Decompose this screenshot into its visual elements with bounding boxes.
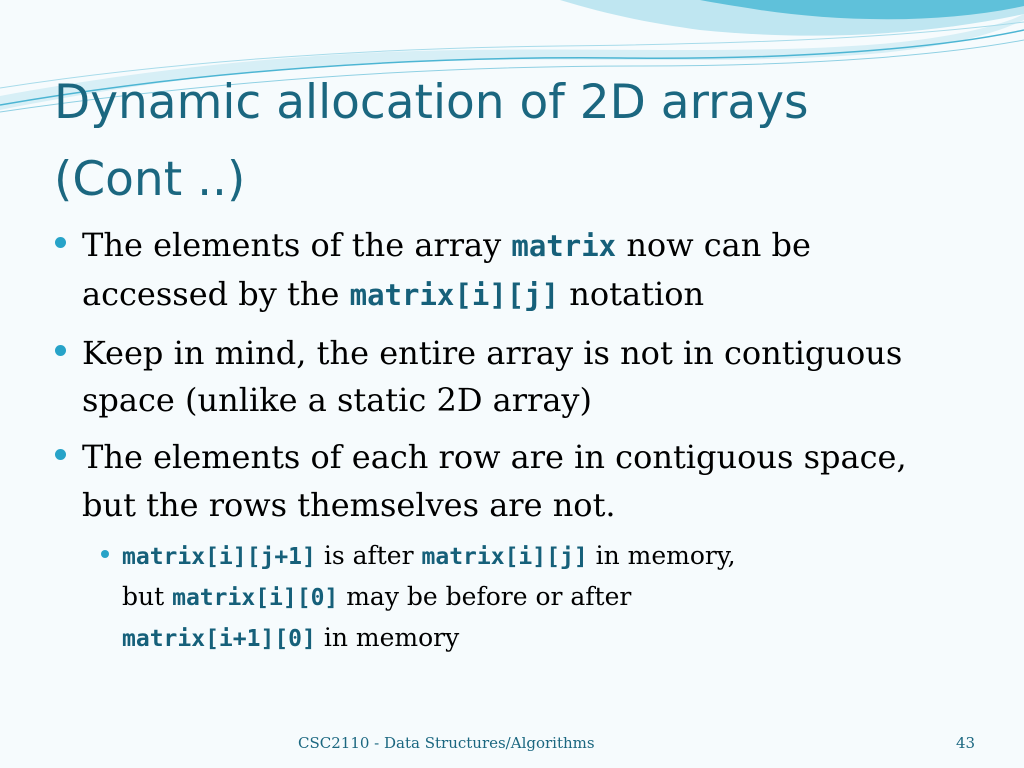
bullet-dot-icon xyxy=(55,237,66,248)
bullet-line xyxy=(82,270,704,320)
bullet-text: may be before or after xyxy=(338,582,632,611)
bullet-text: Keep in mind, the entire array is not in contiguous xyxy=(82,334,903,372)
slide-title xyxy=(54,64,984,218)
bullet-dot-icon xyxy=(55,449,66,460)
bullet-text: The elements of each row are in contiguous space, xyxy=(82,438,907,476)
sub-bullet-line xyxy=(122,535,736,578)
sub-bullet-line xyxy=(122,617,459,660)
bullet-text: notation xyxy=(559,275,705,313)
code-text: matrix[i][0] xyxy=(172,585,339,611)
slide-title-line-1: Dynamic allocation of 2D arrays xyxy=(54,75,809,130)
bullet-line xyxy=(82,433,907,482)
bullet-text: is after xyxy=(315,541,422,570)
code-text: matrix[i][j] xyxy=(421,544,588,570)
code-text: matrix[i+1][0] xyxy=(122,626,316,652)
code-text: matrix[i][j] xyxy=(349,278,560,312)
slide-title-line-2: (Cont ..) xyxy=(54,152,246,207)
code-text: matrix xyxy=(511,229,617,263)
bullet-text: The elements of the array xyxy=(82,226,512,264)
bullet-text: but the rows themselves are not. xyxy=(82,486,616,524)
bullet-text: in memory, xyxy=(587,541,736,570)
bullet-line xyxy=(82,221,811,271)
bullet-dot-icon xyxy=(55,345,66,356)
slide-page-number: 43 xyxy=(956,734,976,752)
bullet-line xyxy=(82,329,902,378)
sub-bullet-dot-icon xyxy=(101,550,109,558)
bullet-text: accessed by the xyxy=(82,275,350,313)
bullet-text: space (unlike a static 2D array) xyxy=(82,381,592,419)
bullet-text: now can be xyxy=(616,226,811,264)
bullet-line xyxy=(82,376,592,425)
code-text: matrix[i][j+1] xyxy=(122,544,316,570)
sub-bullet-line xyxy=(122,576,631,619)
bullet-line xyxy=(82,481,616,530)
footer-course-label: CSC2110 - Data Structures/Algorithms xyxy=(298,734,595,752)
bullet-text: in memory xyxy=(315,623,460,652)
bullet-text: but xyxy=(122,582,173,611)
